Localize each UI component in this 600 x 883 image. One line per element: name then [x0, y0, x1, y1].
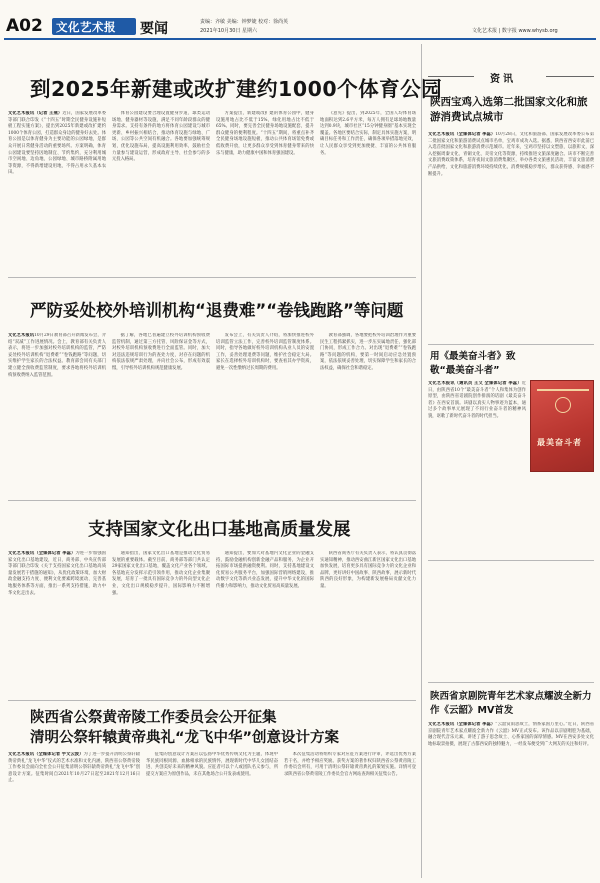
sidebar-divider [421, 44, 422, 878]
page-code: A02 [6, 16, 43, 36]
site-info: 文化艺术报 | 数字报 www.whysb.org [472, 28, 558, 34]
article3-title: 支持国家文化出口基地高质量发展 [88, 520, 351, 540]
article2-col4: 教育部强调，各地要把校外培训治理作为重要民生工程抓紧抓实，进一步压实属地责任，强化部门协同，形成工作合力。对出现“退费难”“卷钱跑路”等问题的机构，要第一时间启动应急处置预案，依法依规妥善处理，切实保障学生和家长的合法权益，确保社会和谐稳定。 [320, 333, 416, 371]
editor-credits: 责编：齐敏 美编：钟梦婕 校对：徐尚英 [200, 19, 289, 25]
article4-lead: 文化艺术报讯（全媒体记者 宇文云波） [8, 752, 84, 757]
article3-col2: 通知指出，国家文化出口基地是推动文化贸易发展的重要载体。截至目前，商务部等部门共认定29家国家文化出口基地，覆盖文化产业各个领域。各基地充分发挥示范引领作用，推动文化企业集聚发展，培育了一批具有国际竞争力的外向型文化企业，文化出口规模稳步提升，国际影响力不断增强。 [112, 551, 210, 596]
article1-col1-text: 近日，国家发展改革委等部门联合印发《“十四五”时期全民健身设施补短板工程实施方案》，提出到2025年新建或改扩建约1000个体育公园，打造群众身边的健身好去处。体育公园是以体育健身为主要功能的公园绿地，是群众开展日常健身活动的重要场所。方案明确，体育公园建设要坚持因地制宜、节约集约，充分利用城市空闲地、边角地、公园绿地、城市路桥附属用地等资源，不得新增建设用地，不得占用永久基本农田。 [8, 111, 106, 176]
article1-col2: 体育公园建设要合理设置健身步道、球类运动场地、健身器材等设施，满足不同年龄段群众的健身需求。支持有条件的地方将体育公园建设与城市更新、乡村振兴相结合，推动体育设施与绿地、广场、公园等公共空间有机融合。各地要加强统筹规划，优化设施布局，提高设施利用效率，鼓励社会力量参与建设运营，形成政府主导、社会参与的多元投入格局。 [112, 111, 210, 163]
article1-title: 到2025年新建或改扩建约1000个体育公园 [30, 77, 443, 101]
sidebar-item1-text: 10月28日，文化和旅游部、国家发展改革委公布第二批国家文化和旅游消费试点城市名单，宝鸡市成功入选。据悉，陕西省西安市此前已入选首批国家文化和旅游消费示范城市。近年来，宝鸡市坚持以文塑旅、以旅彰文，深入挖掘周秦文化、青铜文化、炎帝文化等资源，持续推进文旅深度融合。该市不断完善文旅消费政策体系，培育夜间文旅消费集聚区，举办各类文旅惠民活动，丰富文旅消费产品供给，文化和旅游消费环境持续优化，消费规模稳步增长，群众获得感、幸福感不断提升。 [428, 132, 594, 177]
sidebar-item2-title: 用《最美奋斗者》致敬“最美奋斗者” [430, 351, 516, 376]
article2-col2: 据了解，各地已普遍建立校外培训机构预收费监管机制，通过第三方托管、风险保证金等方式，对校外培训机构预收费进行全面监管。同时，加大对违法违规培训行为的查处力度，对存在问题的机构依法依规严肃处理，并向社会公布，形成有效震慑，引导校外培训机构规范健康发展。 [112, 333, 210, 371]
article2-col1-text: 10月29日教育部召开新闻发布会，介绍“双减”工作进展情况。会上，教育部有关负责人表示，将进一步加强对校外培训机构的监管，严防妥处校外培训机构“退费难”“卷钱跑路”等问题，切实维护学生家长的合法权益。教育部会同有关部门建立健全预收费监管制度，要求各地将校外培训机构预收费纳入监管范围。 [8, 333, 106, 378]
article3-col1 [8, 551, 106, 691]
article4-col1 [8, 752, 140, 877]
sidebar-item2-lead: 文化艺术报讯（通讯员 王艾 全媒体记者 李蕊） [428, 381, 522, 386]
article4-col1-text: 为了进一步提升清明公祭轩辕黄帝典礼“龙飞中华”仪式的艺术水准和文化内涵，陕西省公祭黄帝陵工作委员会面向全社会公开征集清明公祭轩辕黄帝典礼“龙飞中华”创意设计方案。征集时间自2021年10月27日起至2021年12月16日止。 [8, 752, 140, 784]
article3-lead: 文化艺术报讯（全媒体记者 李蕊） [8, 551, 76, 556]
divider [428, 682, 594, 683]
header-rule [4, 38, 596, 40]
book-emblem [555, 397, 571, 413]
divider [8, 700, 416, 701]
paper-logo [52, 18, 136, 35]
divider [428, 344, 594, 345]
sidebar-heading [428, 70, 594, 85]
divider [428, 560, 594, 561]
sidebar-heading-text: 资讯 [490, 74, 516, 85]
article3-col1-text: 为进一步加强国家文化出口基地建设，近日，商务部、中央宣传部等部门联合印发《关于支持国家文化出口基地高质量发展若干措施的通知》，从优化政策环境、加大财政金融支持力度、便利文化要素跨境流动、完善基地服务体系等方面，推出一系列支持措施，助力中华文化走出去。 [8, 551, 106, 596]
paper-name: 文化艺术报 [56, 20, 116, 34]
sidebar-item1-body [428, 132, 594, 342]
divider [8, 500, 416, 501]
book-title: 最美奋斗者 [537, 438, 582, 447]
book-cover-image [530, 380, 594, 472]
article1-lead: 文化艺术报讯（记者 王燕） [8, 111, 63, 116]
heading-line-right [546, 76, 594, 77]
article4-col2: 征集的创意设计方案应以弘扬中华优秀传统文化为主题，体现中华民族同根同源、血脉相承的民族情怀，展现新时代中华儿女团结奋进、共创美好未来的精神风貌。应征者可以个人或团队名义参与，所提交方案应为原创作品，未在其他场合公开发表或使用。 [146, 752, 278, 777]
article2-lead: 文化艺术报讯 [8, 333, 35, 338]
sidebar-item1-title: 陕西宝鸡入选第二批国家文化和旅游消费试点城市 [430, 96, 588, 123]
sidebar-item3-text: “云韶赏雨思故土，情系家国万里心。”近日，陕西省京剧院青年艺术家点耀波全新力作《云韶》MV正式发布。该作品以京剧唱腔为基础，融合现代音乐元素，讲述了游子思念故土、心系家国的深厚情感。MV在西安多处文化地标取景拍摄，展现了古都西安的独特魅力，一经发布便受到广大网友的关注和好评。 [428, 722, 594, 747]
sidebar-item1-lead: 文化艺术报讯（全媒体记者 李蕊） [428, 132, 496, 137]
article4-title-line1: 陕西省公祭黄帝陵工作委员会公开征集 [30, 710, 277, 726]
article3-col3: 通知提出，要加大对基地内文化企业的金融支持，鼓励金融机构创新金融产品和服务，为企业开拓国际市场提供融资便利。同时，支持基地建设文化贸易公共服务平台，加强国际营销网络建设，推动数字文化等新兴业态发展，提升中华文化的国际传播力和影响力，推动文化贸易高质量发展。 [216, 551, 314, 589]
article1-col1 [8, 111, 106, 271]
book-stripe [537, 389, 589, 391]
article4-title-line2: 清明公祭轩辕黄帝典礼“龙飞中华”创意设计方案 [30, 730, 340, 746]
divider [8, 277, 416, 278]
heading-line-left [428, 76, 474, 77]
article1-col3: 方案提出，新建或改扩建的体育公园中，健身设施用地占比不低于15%，绿化用地占比不低于65%。同时，要完善全民健身场地设施配套，提升群众健身的便利程度。“十四五”期间，将重点补齐全民健身场地设施短板，推动公共体育场馆免费或低收费开放，让更多群众享受到体育健身带来的快乐与健康，助力健康中国和体育强国建设。 [216, 111, 314, 156]
article3-col4: 陕西省商务厅有关负责人表示，将认真贯彻落实通知精神，推动西安曲江新区国家文化出口基地加快发展，培育更多具有国际竞争力的文化企业和品牌，更好讲好中国故事、陕西故事，展示新时代陕西的良好形象，为构建新发展格局贡献文化力量。 [320, 551, 416, 589]
article2-col3: 发布会上，有关负责人介绍，将加快推进校外培训监管立法工作，完善校外培训监管制度体系。同时，指导各地做好校外培训机构从业人员的安置工作，妥善处理退费等问题，维护社会稳定大局。家长在选择校外培训机构时，要查看其办学资质，避免一次性缴纳过长周期的费用。 [216, 333, 314, 371]
article2-col1 [8, 333, 106, 495]
sidebar-item2-text: 近日，由陕西省10个“最美奋斗者”个人和集体为创作原型，由陕西省话剧院创作排演的话剧《最美奋斗者》在西安首演。该剧以真实人物事迹为蓝本，通过多个故事单元展现了不同行业奋斗者的精神风貌，讴歌了新时代奋斗者的时代担当。 [428, 381, 526, 419]
section-name: 要闻 [140, 21, 168, 37]
article2-title: 严防妥处校外培训机构“退费难”“卷钱跑路”等问题 [30, 301, 404, 320]
sidebar-item3-lead: 文化艺术报讯（全媒体记者 李蕊） [428, 722, 496, 727]
sidebar-item3-body [428, 722, 594, 878]
sidebar-item2-continued [428, 566, 594, 676]
issue-date: 2021年10月30日 星期六 [200, 28, 258, 34]
sidebar-item3-title: 陕西省京剧院青年艺术家点耀波全新力作《云韶》MV首发 [430, 691, 592, 716]
sidebar-item2-body [428, 381, 526, 559]
article1-col4: 《意见》提出，到2025年，全国人均体育场地面积达到2.6平方米，每万人拥有足球场地数量达到0.9块，城市社区“15分钟健身圈”基本实现全覆盖。各地区要结合实际，制定具体实施方案，明确目标任务和工作责任，确保各项举措落地见效，让人民群众享受到更加便捷、丰富的公共体育服务。 [320, 111, 416, 156]
article4-col3: 本次征集活动将组织专家对应征方案进行评审，评选出优秀方案若干名，并给予相应奖励。获奖方案的著作权归陕西省公祭黄帝陵工作委员会所有，可用于清明公祭轩辕黄帝典礼的策划实施。详情可登录陕西省公祭黄帝陵工作委员会官方网站查询相关征集公告。 [284, 752, 416, 777]
page-header [0, 0, 600, 38]
